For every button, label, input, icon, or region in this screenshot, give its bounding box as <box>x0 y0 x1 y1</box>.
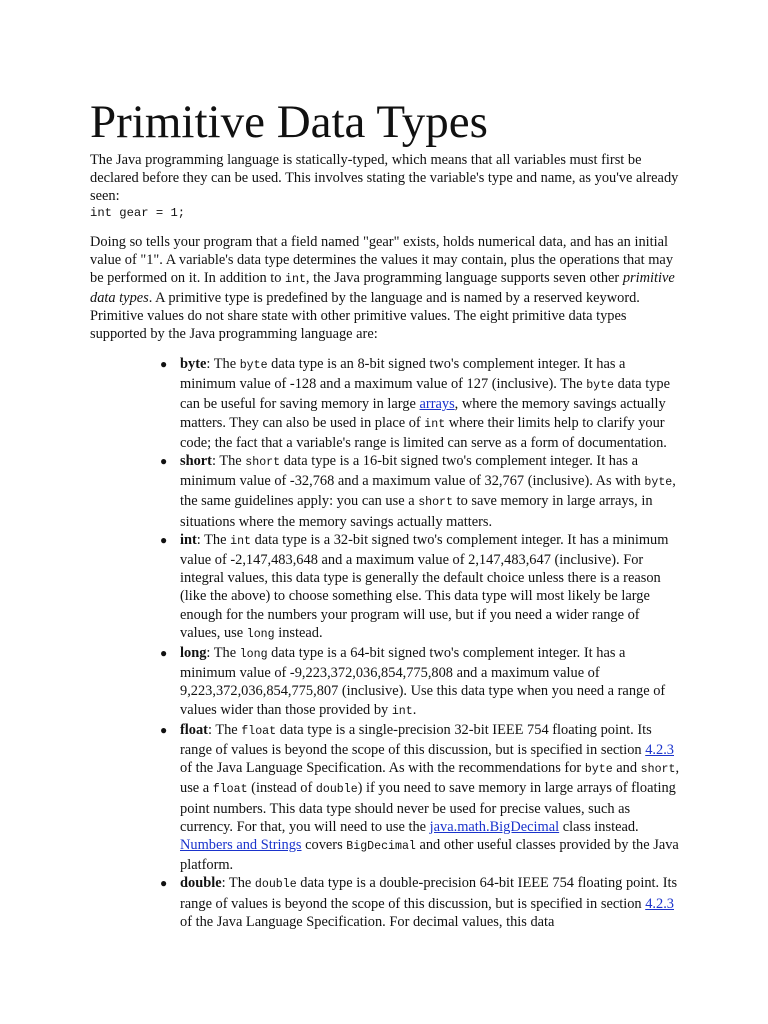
primitive-types-list <box>90 355 680 931</box>
text: Doing so tells your program that a field named "gear" exists, holds numerical data, and has an initial value of "1". A variable's data type determines the values it may contain, plus the operations that may be performed on it. In addition to <box>90 234 674 286</box>
numbers-and-strings-link[interactable]: Numbers and Strings <box>180 837 302 854</box>
text: to save memory in large arrays, in situations where the memory savings actually matters. <box>180 493 653 530</box>
bigdecimal-link[interactable]: java.math.BigDecimal <box>429 818 560 835</box>
emphasis: primitive data types <box>90 270 675 306</box>
type-name: byte <box>180 356 207 372</box>
text: and other useful classes provided by the Java platform. <box>180 837 679 874</box>
list-item-int <box>90 531 680 644</box>
bullet-icon: ● <box>160 646 168 661</box>
inline-code: int <box>424 417 446 431</box>
text: (instead of <box>247 780 316 797</box>
inline-code: byte <box>586 379 615 393</box>
text: data type is a 16-bit signed two's complement integer. It has a minimum value of -32,768 and a maximum value of 32,767 (inclusive). As with <box>180 453 645 490</box>
type-name: short <box>180 453 212 470</box>
inline-code: int <box>391 704 413 718</box>
text: instead. <box>274 624 323 641</box>
text: , use a <box>180 760 680 797</box>
inline-code: double <box>254 878 297 892</box>
inline-code: double <box>315 783 358 797</box>
text: data type is a single-precision 32-bit IEEE 754 floating point. Its range of values is beyond the scope of this discussion, but is specified in section <box>180 721 652 759</box>
text: : The <box>206 356 240 372</box>
text: : The <box>221 875 255 892</box>
arrays-link[interactable]: arrays <box>419 396 455 413</box>
inline-code: byte <box>239 359 268 372</box>
inline-code: float <box>212 783 248 797</box>
inline-code: short <box>640 763 676 777</box>
type-name: int <box>180 531 197 548</box>
inline-code: short <box>418 496 453 510</box>
page-title: Primitive Data Types <box>90 96 488 148</box>
jls-section-link[interactable]: 4.2.3 <box>645 895 674 912</box>
text: . <box>412 701 417 718</box>
inline-code: byte <box>644 476 673 490</box>
document-content <box>90 94 680 931</box>
text: ) if you need to save memory in large arrays of floating point numbers. This data type should never be used for precise values, such as currency. For that, you will need to use the <box>180 780 676 835</box>
inline-code: long <box>246 627 275 641</box>
text: of the Java Language Specification. For decimal values, this data <box>180 913 555 930</box>
text: , the Java programming language supports seven other <box>305 270 623 286</box>
list-item-long <box>90 644 680 721</box>
text: and <box>612 760 641 777</box>
text: , the same guidelines apply: you can use a <box>180 473 676 510</box>
jls-section-link[interactable]: 4.2.3 <box>645 742 674 759</box>
text: covers <box>301 837 347 854</box>
text: of the Java Language Specification. As with the recommendations for <box>180 760 585 777</box>
bullet-icon: ● <box>160 532 168 547</box>
inline-code: short <box>245 456 281 470</box>
description-paragraph <box>90 233 680 343</box>
text: where their limits help to clarify your code; the fact that a variable's range is limited can serve as a form of documentation. <box>180 414 667 451</box>
text: : The <box>206 645 240 662</box>
text: . A primitive type is predefined by the language and is named by a reserved keyword. Primitive values do not share state with other primitive values. The eight primitive data types supported by the Java programming language are: <box>90 290 640 342</box>
text: : The <box>196 531 231 548</box>
text: class instead. <box>559 818 639 835</box>
text: data type can be useful for saving memory in large <box>180 376 670 413</box>
code-example: int gear = 1; <box>90 206 186 220</box>
text: data type is a 64-bit signed two's complement integer. It has a minimum value of -9,223,372,036,854,775,808 and a maximum value of 9,223,372,036,854,775,807 (inclusive). Use this data type when you need a range of values wider than those provided by <box>180 645 666 718</box>
intro-text: The Java programming language is statically-typed, which means that all variables must first be declared before they can be used. This involves stating the variable's type and name, as you've already seen: <box>90 152 679 204</box>
text: : The <box>211 453 246 470</box>
bullet-icon: ● <box>160 357 168 371</box>
inline-code: int <box>230 534 251 548</box>
text: data type is a 32-bit signed two's complement integer. It has a minimum value of -2,147,483,648 and a maximum value of 2,147,483,647 (inclusive). For integral values, this data type is generally the default choice unless there is a reason (like the above) to choose something else. This data type will most likely be large enough for the numbers your program will use, but if you need a wider range of values, use <box>180 531 669 641</box>
list-item-float <box>90 721 680 875</box>
list-item-short <box>90 452 680 531</box>
type-name: long <box>180 645 207 662</box>
text: : The <box>207 721 242 738</box>
text: data type is an 8-bit signed two's complement integer. It has a minimum value of -128 and a maximum value of 127 (inclusive). The <box>180 356 626 393</box>
type-name: double <box>180 875 222 892</box>
intro-paragraph <box>90 151 680 205</box>
text: data type is a double-precision 64-bit IEEE 754 floating point. Its range of values is beyond the scope of this discussion, but is specified in section <box>180 875 678 912</box>
list-item-byte <box>90 355 680 452</box>
inline-code: BigDecimal <box>346 840 416 854</box>
inline-code: int <box>285 273 306 286</box>
list-item-double <box>90 874 680 931</box>
inline-code: long <box>239 648 268 662</box>
inline-code: byte <box>584 763 613 777</box>
inline-code: float <box>241 724 277 738</box>
type-name: float <box>180 721 208 738</box>
text: , where the memory savings actually matters. They can also be used in place of <box>180 396 666 431</box>
bullet-icon: ● <box>160 876 168 891</box>
bullet-icon: ● <box>160 722 168 737</box>
bullet-icon: ● <box>160 454 168 469</box>
